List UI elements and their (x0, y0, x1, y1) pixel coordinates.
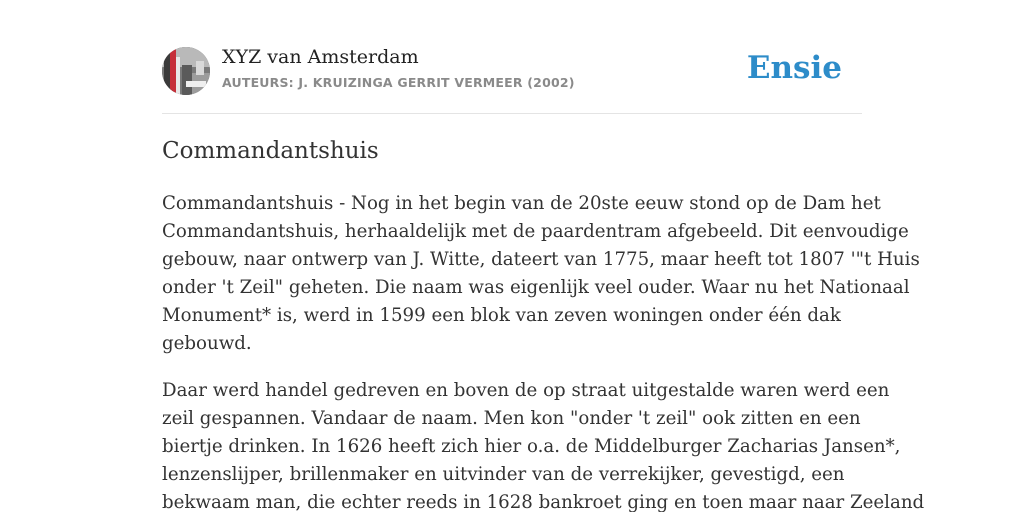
book-cover-icon (162, 47, 210, 95)
text-line: biertje drinken. In 1626 heeft zich hier o.a. de Middelburger Zacharias Jansen*, (162, 436, 901, 457)
text-line: lenzenslijper, brillenmaker en uitvinder van de verrekijker, gevestigd, een (162, 464, 845, 485)
source-authors: AUTEURS: J. KRUIZINGA GERRIT VERMEER (2002) (222, 75, 575, 90)
text-line: onder 't Zeil" geheten. Die naam was eigenlijk veel ouder. Waar nu het Nationaal (162, 277, 910, 298)
article-title: Commandantshuis (162, 138, 379, 164)
header-divider (162, 113, 862, 114)
text-line: zeil gespannen. Vandaar de naam. Men kon "onder 't zeil" ook zitten en een (162, 408, 861, 429)
article-body (162, 190, 925, 512)
text-line: gebouw, naar ontwerp van J. Witte, dateert van 1775, maar heeft tot 1807 '"t Huis (162, 249, 920, 270)
text-line: Monument* is, werd in 1599 een blok van zeven woningen onder één dak (162, 305, 841, 326)
source-avatar[interactable] (162, 47, 210, 95)
paragraph-2 (162, 377, 925, 512)
text-line: gebouwd. (162, 333, 252, 354)
source-header (162, 46, 862, 96)
text-line: Commandantshuis, herhaaldelijk met de paardentram afgebeeld. Dit eenvoudige (162, 221, 909, 242)
source-title[interactable]: XYZ van Amsterdam (222, 46, 419, 68)
text-line: bekwaam man, die echter reeds in 1628 bankroet ging en toen maar naar Zeeland (162, 492, 925, 512)
text-line: Daar werd handel gedreven en boven de op straat uitgestalde waren werd een (162, 380, 890, 401)
brand-logo[interactable]: Ensie (746, 50, 842, 86)
text-line: Commandantshuis - Nog in het begin van de 20ste eeuw stond op de Dam het (162, 193, 881, 214)
paragraph-1 (162, 190, 920, 358)
